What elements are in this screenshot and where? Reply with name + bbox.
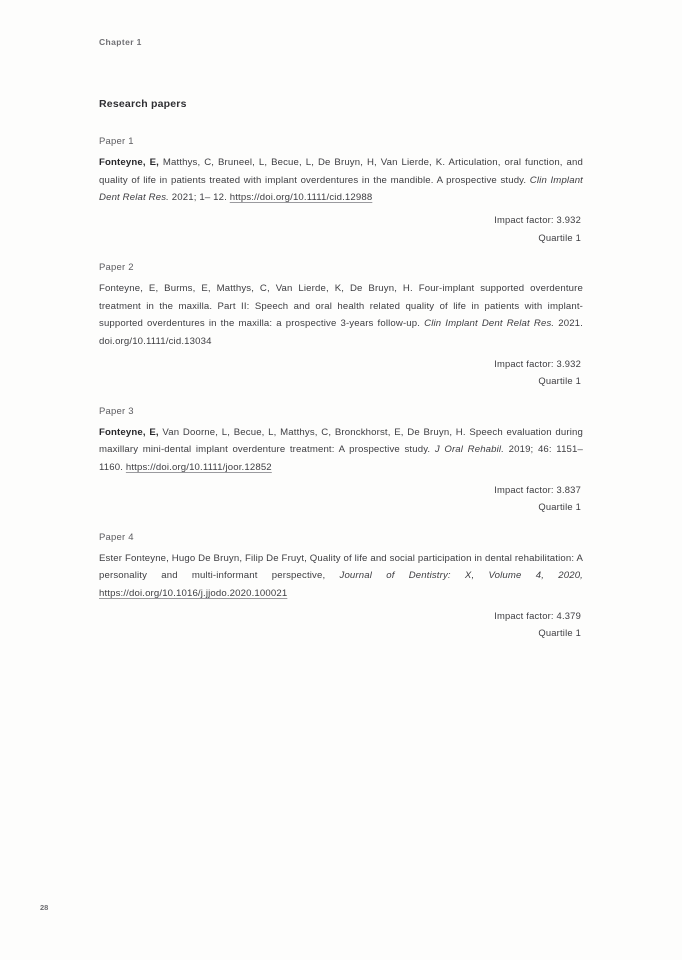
doi-link[interactable]: https://doi.org/10.1111/joor.12852 bbox=[125, 462, 272, 474]
citation-body: Matthys, C, Bruneel, L, Becue, L, De Bruyn, H, Van Lierde, K. Articulation, oral function, and quality of life in patients treated with implant overdentures in the mandible. A prospective study. bbox=[99, 157, 583, 186]
paper-metrics bbox=[99, 607, 583, 642]
impact-factor: Impact factor: 3.837 bbox=[494, 483, 581, 495]
quartile: Quartile 1 bbox=[538, 501, 581, 513]
citation-authors: Fonteyne, E, bbox=[99, 157, 159, 168]
page-content bbox=[99, 98, 583, 658]
impact-factor: Impact factor: 3.932 bbox=[494, 357, 581, 369]
paper-label: Paper 1 bbox=[99, 136, 134, 147]
citation-tail: 2021; 1– 12. bbox=[168, 192, 230, 204]
citation-body: Fonteyne, E, Burms, E, Matthys, C, Van Lierde, K, De Bruyn, H. Four-implant supported overdenture treatment in the maxilla. Part II: Speech and oral health related quality of life in patients with implant-supported overdentures in the maxilla: a prospective 3-years follow-up. bbox=[99, 282, 583, 330]
doi-link[interactable]: https://doi.org/10.1111/cid.12988 bbox=[229, 192, 373, 204]
quartile: Quartile 1 bbox=[538, 375, 581, 387]
citation-journal: Clin Implant Dent Relat Res. bbox=[99, 174, 583, 204]
citation-text bbox=[99, 280, 583, 351]
citation-journal: J Oral Rehabil. bbox=[434, 444, 505, 456]
paper-metrics bbox=[99, 211, 583, 246]
doi-link[interactable]: https://doi.org/10.1016/j.jjodo.2020.100021 bbox=[99, 588, 288, 600]
citation-text bbox=[99, 550, 583, 603]
citation-authors: Fonteyne, E, bbox=[99, 426, 159, 438]
paper-label: Paper 4 bbox=[99, 531, 134, 543]
page-number: 28 bbox=[40, 903, 49, 912]
paper-label: Paper 2 bbox=[99, 261, 134, 273]
citation-text bbox=[99, 154, 583, 207]
citation-text bbox=[99, 424, 583, 477]
quartile: Quartile 1 bbox=[538, 231, 581, 243]
paper-entry bbox=[99, 136, 583, 246]
citation-tail: 2021. doi.org/10.1111/cid.13034 bbox=[99, 318, 583, 348]
chapter-label: Chapter 1 bbox=[99, 37, 142, 47]
citation-body: Ester Fonteyne, Hugo De Bruyn, Filip De Fruyt, Quality of life and social participation in dental rehabilitation: A personality and multi-informant perspective, bbox=[99, 552, 583, 582]
paper-metrics bbox=[99, 355, 583, 390]
quartile: Quartile 1 bbox=[538, 627, 581, 639]
impact-factor: Impact factor: 4.379 bbox=[494, 609, 581, 621]
paper-metrics bbox=[99, 481, 583, 516]
impact-factor: Impact factor: 3.932 bbox=[494, 214, 581, 226]
paper-entry bbox=[99, 406, 583, 516]
paper-entry bbox=[99, 532, 583, 642]
paper-entry bbox=[99, 262, 583, 390]
page-title: Research papers bbox=[99, 98, 187, 110]
citation-journal: Clin Implant Dent Relat Res. bbox=[424, 318, 555, 330]
paper-label: Paper 3 bbox=[99, 405, 134, 417]
citation-journal: Journal of Dentistry: X, Volume 4, 2020, bbox=[339, 570, 583, 582]
citation-body: Van Doorne, L, Becue, L, Matthys, C, Bronckhorst, E, De Bruyn, H. Speech evaluation during maxillary mini-dental implant overdenture treatment: A prospective study. bbox=[99, 426, 583, 456]
citation-tail: 2019; 46: 1151– 1160. bbox=[99, 444, 584, 474]
